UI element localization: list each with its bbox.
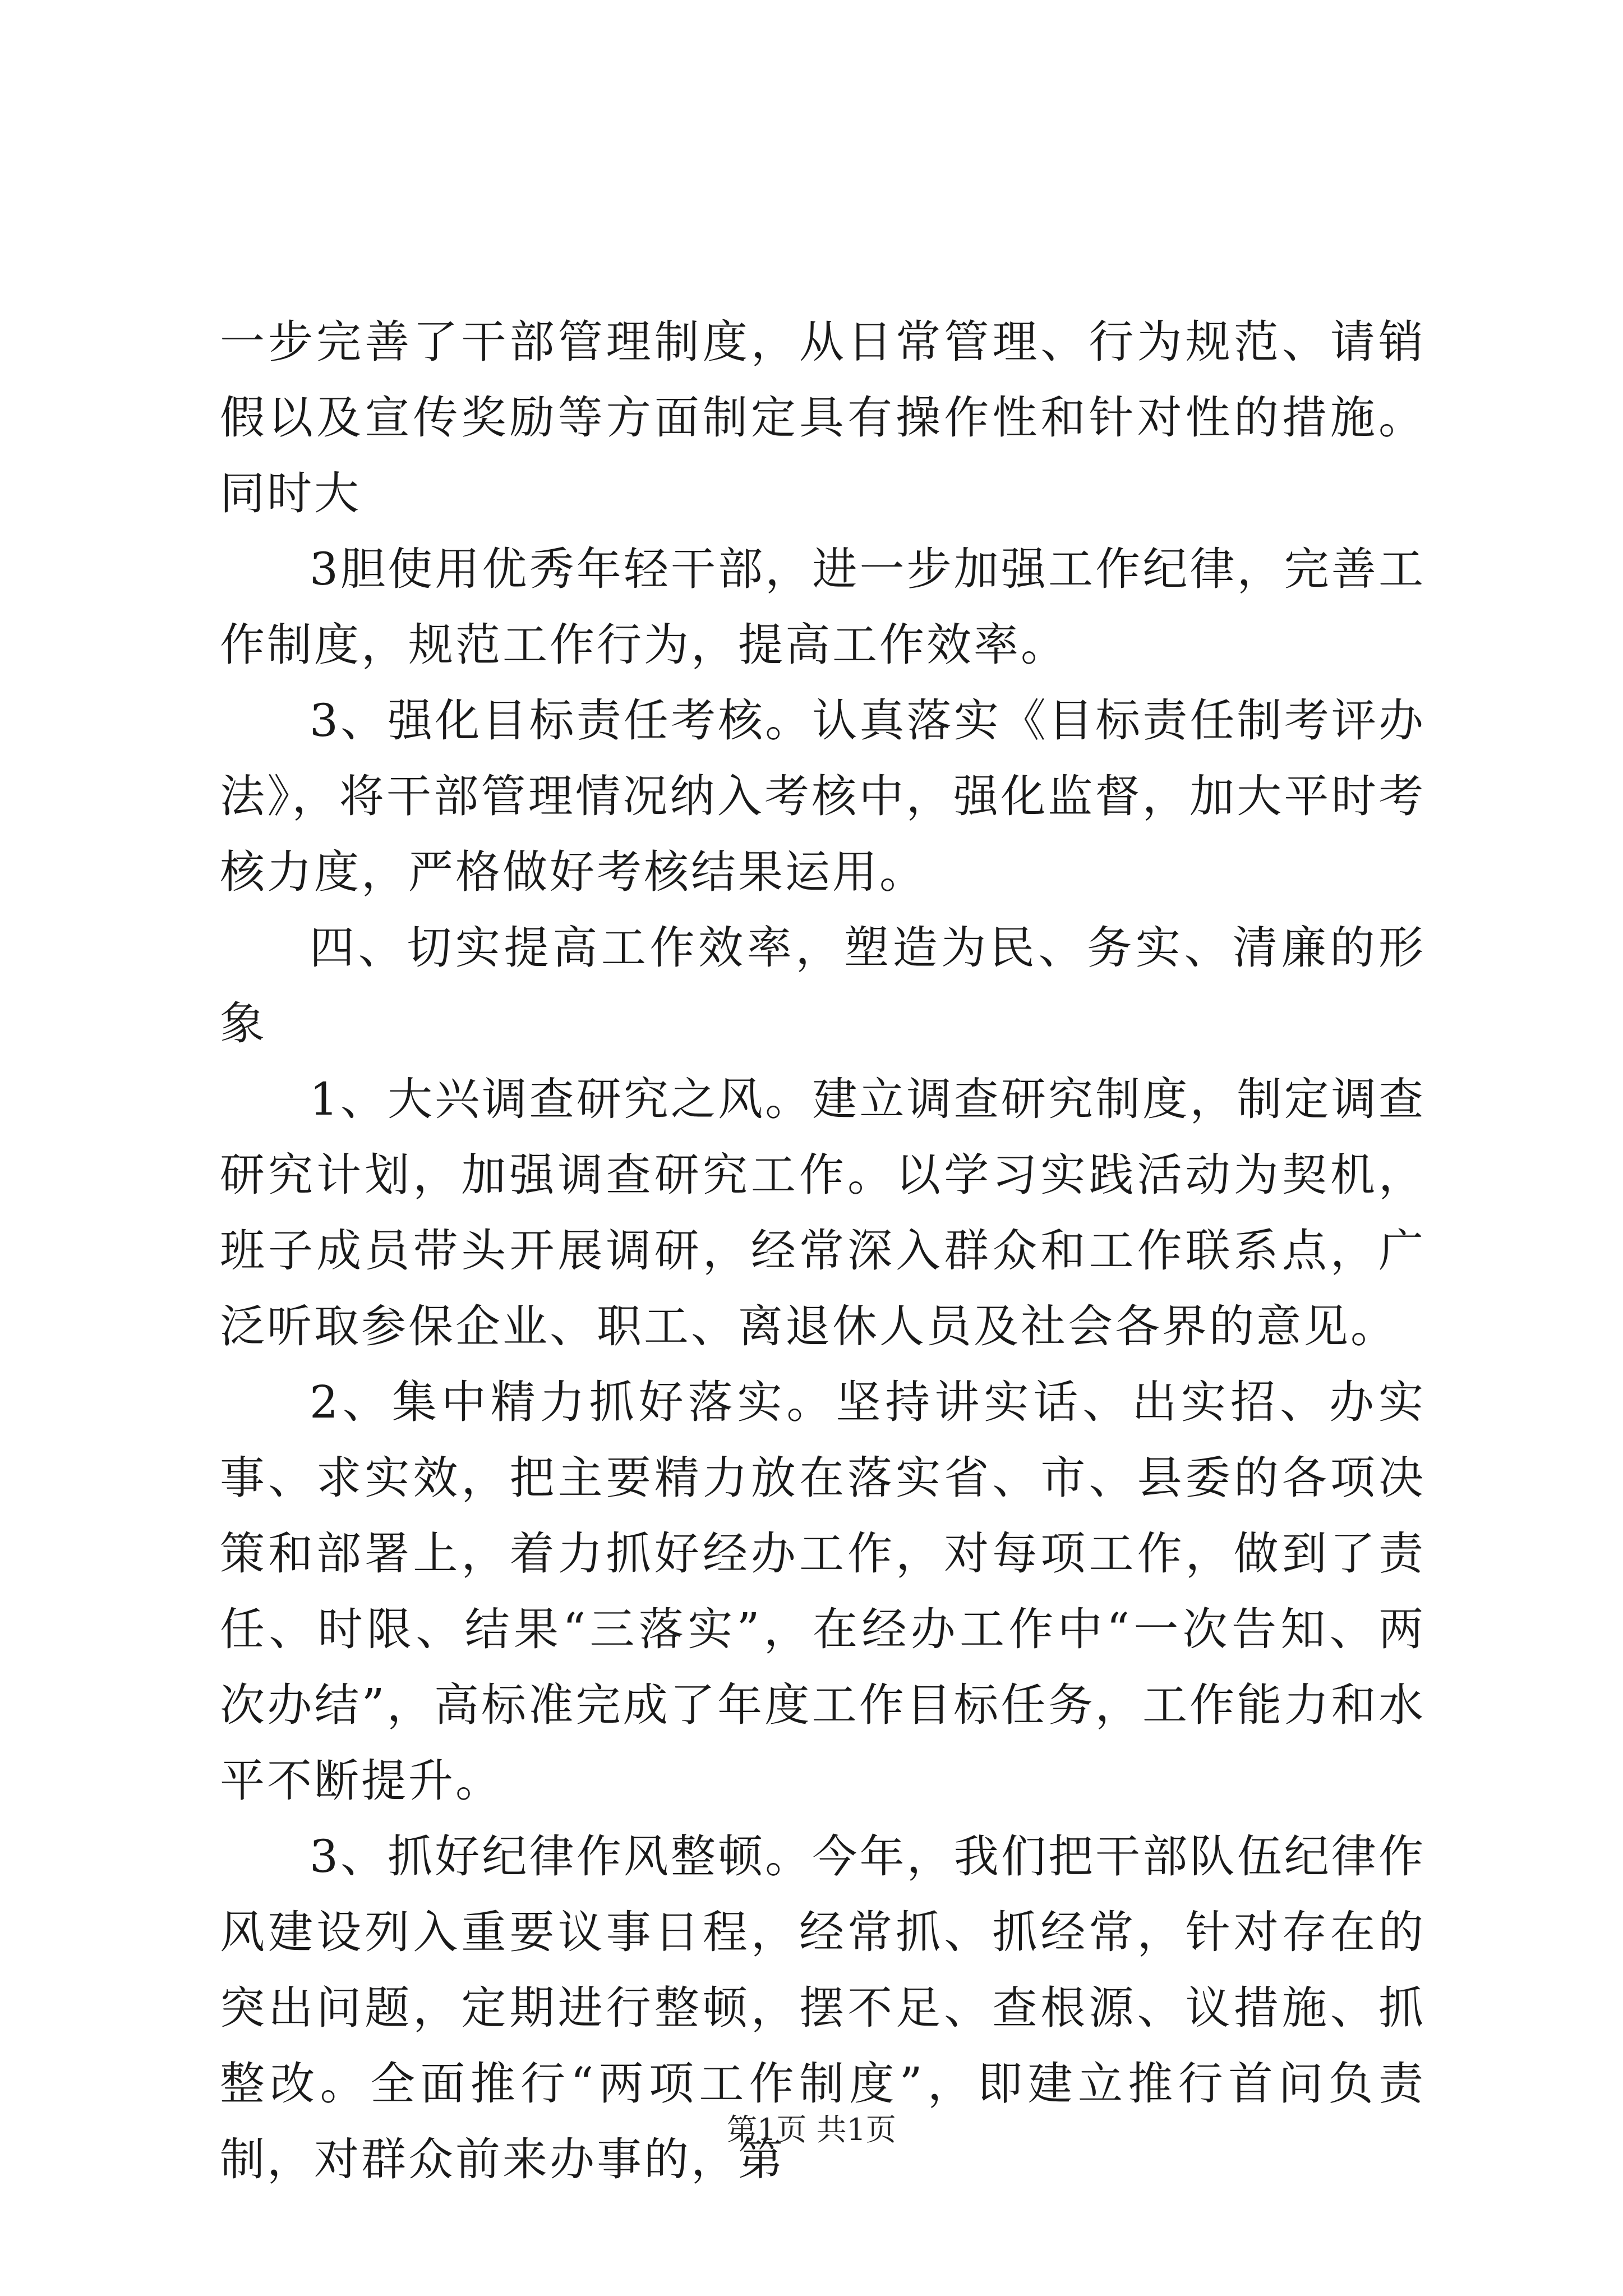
paragraph-7: 3、抓好纪律作风整顿。今年，我们把干部队伍纪律作风建设列入重要议事日程，经常抓、抓经常，针对存在的突出问题，定期进行整顿，摆不足、查根源、议措施、抓整改。全面推行“两项工作制度”，即建立推行首问负责制，对群众前来办事的，第 [220, 1830, 1426, 2185]
section-heading-4: 四、切实提高工作效率，塑造为民、务实、清廉的形象 [220, 922, 1426, 1050]
page-number-footer: 第1页 共1页 [727, 2112, 896, 2147]
paragraph-3: 3、强化目标责任考核。认真落实《目标责任制考评办法》，将干部管理情况纳入考核中，强化监督，加大平时考核力度，严格做好考核结果运用。 [220, 694, 1426, 898]
paragraph-6: 2、集中精力抓好落实。坚持讲实话、出实招、办实事、求实效，把主要精力放在落实省、市、县委的各项决策和部署上，着力抓好经办工作，对每项工作，做到了责任、时限、结果“三落实”，在经办工作中“一次告知、两次办结”，高标准完成了年度工作目标任务，工作能力和水平不断提升。 [220, 1376, 1426, 1807]
document-body [220, 304, 1426, 2197]
paragraph-5: 1、大兴调查研究之风。建立调查研究制度，制定调查研究计划，加强调查研究工作。以学习实践活动为契机，班子成员带头开展调研，经常深入群众和工作联系点，广泛听取参保企业、职工、离退休人员及社会各界的意见。 [220, 1073, 1426, 1352]
paragraph-1: 一步完善了干部管理制度，从日常管理、行为规范、请销假以及宣传奖励等方面制定具有操作性和针对性的措施。同时大 [220, 316, 1426, 519]
paragraph-2: 3胆使用优秀年轻干部，进一步加强工作纪律，完善工作制度，规范工作行为，提高工作效率。 [220, 543, 1426, 671]
